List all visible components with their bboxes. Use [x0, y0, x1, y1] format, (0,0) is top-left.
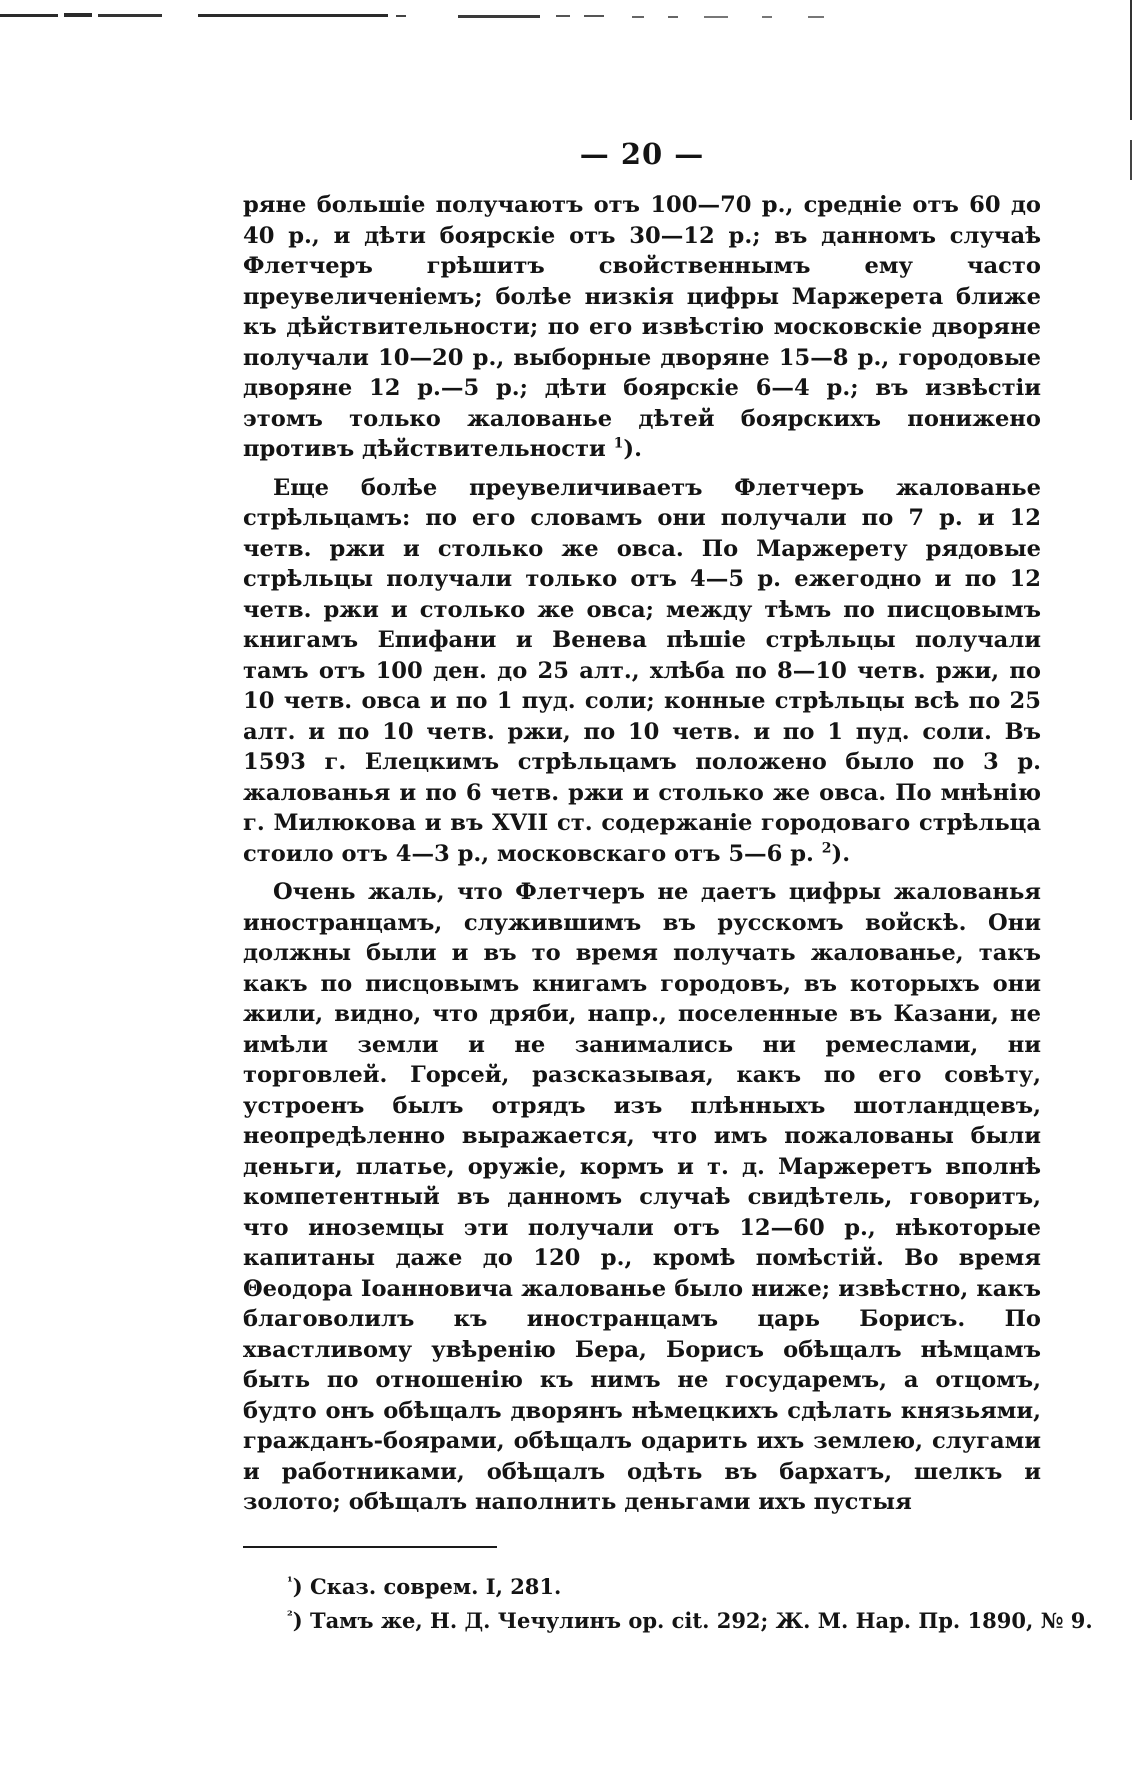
paragraph-text: Еще болѣе преувеличиваетъ Флетчеръ жалованье стрѣльцамъ: по его словамъ они получали по 7 р. и 12 четв. ржи и столько же овса. По Маржерету рядовые стрѣльцы получали только отъ 4—5 р. ежегодно и по 12 четв. ржи и столько же овса; между тѣмъ по писцовымъ книгамъ Епифани и Венева пѣшіе стрѣльцы получали тамъ отъ 100 ден. до 25 алт., хлѣба по 8—10 четв. ржи, по 10 четв. овса и по 1 пуд. соли; конные стрѣльцы всѣ по 25 алт. и по 10 четв. ржи, по 10 четв. и по 1 пуд. соли. Въ 1593 г. Елецкимъ стрѣльцамъ положено было по 3 р. жалованья и по 6 четв. ржи и столько же овса. По мнѣнію г. Милюкова и въ XVII ст. содержаніе городоваго стрѣльца стоило отъ 4—3 р., московскаго отъ 5—6 р. — [243, 474, 1041, 867]
footnote — [287, 1604, 1093, 1638]
footnote-marker: ¹ — [287, 1574, 293, 1590]
paragraph-foreigners — [243, 877, 1041, 1518]
footnote-separator — [243, 1546, 497, 1548]
footnotes — [243, 1570, 1093, 1638]
paragraph-text: ряне большіе получаютъ отъ 100—70 р., средніе отъ 60 до 40 р., и дѣти боярскіе отъ 30—12 р.; въ данномъ случаѣ Флетчеръ грѣшитъ свойственнымъ ему часто преувеличеніемъ; болѣе низкія цифры Маржерета ближе къ дѣйствительности; по его извѣстію московскіе дворяне получали 10—20 р., выборные дворяне 15—8 р., городовые дворяне 12 р.—5 р.; дѣти боярскіе 6—4 р.; въ извѣстіи этомъ только жалованье дѣтей боярскихъ понижено противъ дѣйствительности — [243, 192, 1041, 462]
scan-edge-artifact — [0, 10, 960, 22]
page-edge-line — [1130, 0, 1132, 1776]
paragraph-continuation — [243, 190, 1041, 465]
footnote-text: ) Сказ. соврем. I, 281. — [292, 1573, 562, 1599]
book-page — [243, 132, 1093, 1638]
footnote-reference: 1 — [613, 435, 624, 452]
paragraph-tail: ). — [623, 436, 642, 462]
footnote-text: ) Тамъ же, Н. Д. Чечулинъ op. cit. 292; Ж. М. Нар. Пр. 1890, № 9. — [292, 1607, 1093, 1633]
footnote-marker: ² — [287, 1608, 293, 1624]
footnote — [287, 1570, 1041, 1604]
footnote-reference: 2 — [821, 839, 832, 856]
paragraph-streltsy — [243, 473, 1041, 870]
paragraph-tail: ). — [831, 840, 851, 867]
page-number: — 20 — — [579, 137, 705, 171]
paragraph-text: Очень жаль, что Флетчеръ не даетъ цифры жалованья иностранцамъ, служившимъ въ русскомъ войскѣ. Они должны были и въ то время получать жалованье, такъ какъ по писцовымъ книгамъ городовъ, въ которыхъ они жили, видно, что дряби, напр., поселенные въ Казани, не имѣли земли и не занимались ни ремеслами, ни торговлей. Горсей, разсказывая, какъ по его совѣту, устроенъ былъ отрядъ изъ плѣнныхъ шотландцевъ, неопредѣленно выражается, что имъ пожалованы были деньги, платье, оружіе, кормъ и т. д. Маржеретъ вполнѣ компетентный въ данномъ случаѣ свидѣтель, говоритъ, что иноземцы эти получали отъ 12—60 р., нѣкоторые капитаны даже до 120 р., кромѣ помѣстій. Во время Θеодора Іоанновича жалованье было ниже; извѣстно, какъ благоволилъ къ иностранцамъ царь Борисъ. По хвастливому увѣренію Бера, Борисъ обѣщалъ нѣмцамъ быть по отношенію къ нимъ не государемъ, а отцомъ, будто онъ обѣщалъ дворянъ нѣмецкихъ сдѣлать князьями, гражданъ-боярами, обѣщалъ одарить ихъ землею, слугами и работниками, обѣщалъ одѣть въ бархатъ, шелкъ и золото; обѣщалъ наполнить деньгами ихъ пустыя — [243, 879, 1041, 1515]
